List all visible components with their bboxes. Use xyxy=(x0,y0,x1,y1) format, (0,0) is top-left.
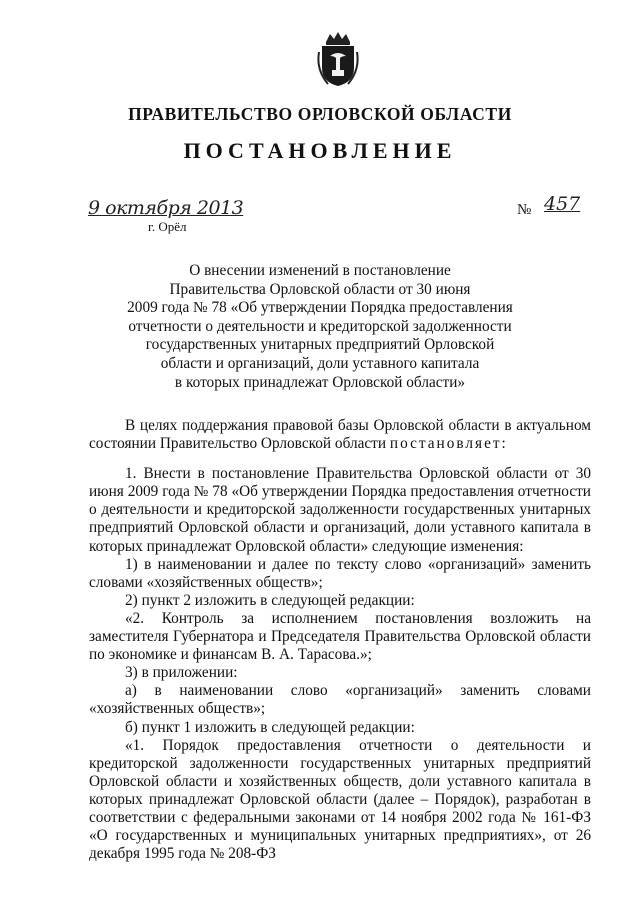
document-type: ПОСТАНОВЛЕНИЕ xyxy=(183,138,457,163)
document-body xyxy=(89,417,591,863)
organization-name: ПРАВИТЕЛЬСТВО ОРЛОВСКОЙ ОБЛАСТИ xyxy=(128,104,512,124)
title-line: Правительства Орловской области от 30 июня xyxy=(169,280,471,298)
preamble-text: В целях поддержания правовой базы Орловской области в актуальном состоянии Правительство Орловской области xyxy=(89,417,591,453)
paragraph: а) в наименовании слово «организаций» заменить словами «хозяйственных обществ»; xyxy=(89,682,591,718)
preamble-verb: постановляет: xyxy=(389,435,508,453)
paragraph: 1. Внести в постановление Правительства Орловской области от 30 июня 2009 года № 78 «Об утверждении Порядка предоставления отчетности о деятельности и кредиторской задолженности государственных унитарных предприятий Орловской области и организаций, доли уставного капитала в которых принадлежат Орловской области» следующие изменения: xyxy=(89,465,591,555)
paragraph: 1) в наименовании и далее по тексту слово «организаций» заменить словами «хозяйственных обществ»; xyxy=(89,555,591,591)
title-line: области и организаций, доли уставного капитала xyxy=(160,354,480,372)
paragraph: 2) пункт 2 изложить в следующей редакции: xyxy=(125,591,415,609)
number-label: № xyxy=(517,202,532,218)
title-line: О внесении изменений в постановление xyxy=(189,262,451,279)
paragraph: 3) в приложении: xyxy=(125,664,238,682)
title-line: 2009 года № 78 «Об утверждении Порядка предоставления xyxy=(127,299,513,317)
coat-of-arms-emblem xyxy=(316,30,360,88)
title-line: государственных унитарных предприятий Орловской xyxy=(145,336,495,354)
preamble xyxy=(89,417,591,453)
paragraph: «1. Порядок предоставления отчетности о деятельности и кредиторской задолженности государственных унитарных предприятий Орловской области и хозяйственных обществ, доли уставного капитала в которых принадлежат Орловской области (далее – Порядок), разработан в соответствии с федеральными законами от 14 ноября 2002 года № 161-ФЗ «О государственных и муниципальных унитарных предприятиях», от 26 декабря 1995 года № 208-ФЗ xyxy=(89,736,591,863)
handwritten-date: 9 октября 2013 xyxy=(88,197,244,219)
title-line: в которых принадлежат Орловской области» xyxy=(174,373,466,391)
paragraph: «2. Контроль за исполнением постановления возложить на заместителя Губернатора и Председателя Правительства Орловской области по экономике и финансам В. А. Тарасова.»; xyxy=(89,609,591,664)
document-title xyxy=(110,262,530,392)
handwritten-number: 457 xyxy=(544,193,581,215)
paragraph: б) пункт 1 изложить в следующей редакции: xyxy=(125,718,415,736)
title-line: отчетности о деятельности и кредиторской задолженности xyxy=(128,317,512,335)
city-label: г. Орёл xyxy=(148,219,187,234)
